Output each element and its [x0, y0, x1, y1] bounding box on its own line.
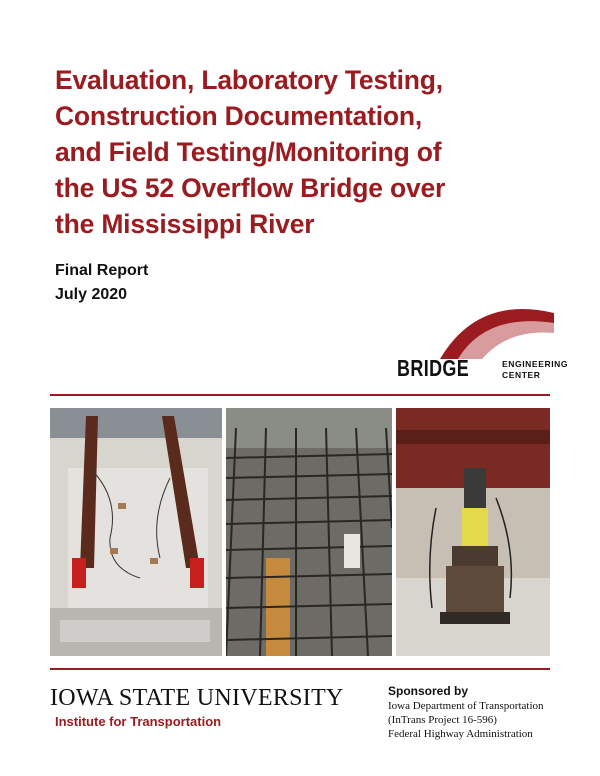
title-line: Evaluation, Laboratory Testing,	[55, 65, 443, 95]
title-line: the US 52 Overflow Bridge over	[55, 173, 446, 203]
bottom-divider	[50, 668, 550, 670]
sponsor-line: Iowa Department of Transportation	[388, 700, 544, 712]
report-title	[55, 62, 575, 242]
bridge-engineering-center-logo	[392, 303, 569, 385]
rebar-deck-photo	[226, 408, 392, 656]
title-line: the Mississippi River	[55, 209, 315, 239]
top-divider	[50, 394, 550, 396]
title-line: and Field Testing/Monitoring of	[55, 137, 442, 167]
sponsor-line: (InTrans Project 16-596)	[388, 714, 497, 726]
sponsor-heading: Sponsored by	[388, 684, 469, 698]
lab-test-photo	[50, 408, 222, 656]
logo-word: BRIDGE	[397, 355, 470, 381]
load-frame-photo	[396, 408, 550, 656]
logo-sub-bottom: CENTER	[502, 370, 541, 380]
logo-subtitle	[502, 359, 569, 381]
bridge-arch-icon	[438, 303, 556, 359]
report-type: Final Report	[55, 262, 149, 279]
sponsor-line: Federal Highway Administration	[388, 728, 533, 740]
institute-name: Institute for Transportation	[55, 714, 222, 729]
logo-sub-top: ENGINEERING	[502, 359, 569, 369]
university-name: IOWA STATE UNIVERSITY	[50, 685, 344, 711]
sponsor-block	[388, 684, 588, 741]
title-line: Construction Documentation,	[55, 101, 423, 131]
report-date: July 2020	[55, 286, 128, 303]
